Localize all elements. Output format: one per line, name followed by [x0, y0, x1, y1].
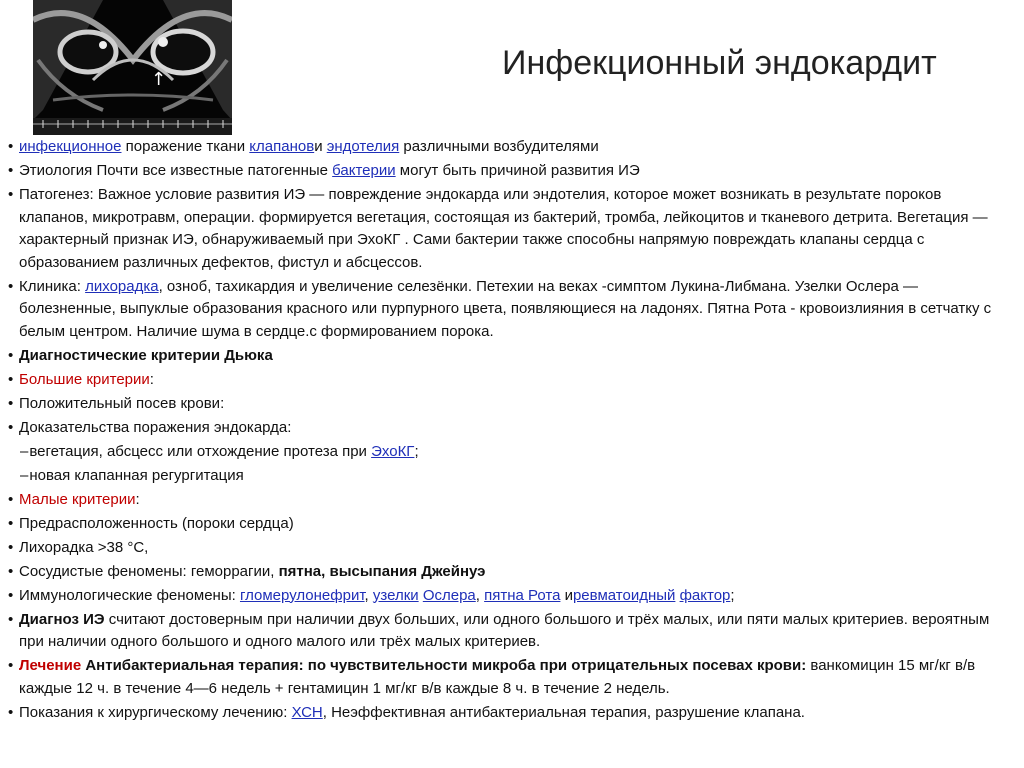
- link-nodules[interactable]: узелки: [372, 586, 419, 604]
- list-item: • Положительный посев крови:: [8, 393, 1013, 416]
- link-echocg[interactable]: ЭхоКГ: [371, 442, 415, 460]
- link-valves[interactable]: клапанов: [249, 138, 315, 155]
- sub-list-item: –новая клапанная регургитация: [20, 466, 244, 484]
- link-roth-spots[interactable]: пятна Рота: [484, 586, 561, 604]
- link-rheumatoid[interactable]: ревматоидный: [572, 586, 676, 604]
- arrow-marker: ↑: [151, 69, 167, 90]
- list-item: • Диагностические критерии Дьюка: [8, 345, 1013, 368]
- list-item: • Лихорадка >38 °C,: [8, 537, 1013, 560]
- list-item: • Клиника: лихорадка, озноб, тахикардия и увеличение селезёнки. Петехии на веках -симптом Лукина-Либмана. Узелки Ослера — болезненные, выпуклые образования красного или пурпурного цвета, появляющиеся на ладонях. Пятна Рота - кровоизлияния в сетчатку с белым центром. Наличие шума в сердце.с формированием порока.: [8, 276, 1013, 344]
- link-osler[interactable]: Ослера: [422, 586, 476, 604]
- link-chf[interactable]: ХСН: [291, 703, 323, 721]
- list-item: • Патогенез: Важное условие развития ИЭ — повреждение эндокарда или эндотелия, которое может возникать в результате пороков клапанов, микротравм, операции. формируется вегетация, состоящая из бактерий, тромба, лейкоцитов и тканевого детрита. Вегетация — характерный признак ИЭ, обнаруживаемый при ЭхоКГ . Сами бактерии также способны напрямую повреждать клапаны сердца с образованием различных дефектов, фистул и абсцессов.: [8, 184, 1013, 274]
- list-item: • Малые критерии:: [8, 489, 1013, 512]
- list-item: • Предрасположенность (пороки сердца): [8, 513, 1013, 536]
- list-item: • Этиология Почти все известные патогенные бактерии могут быть причиной развития ИЭ: [8, 160, 1013, 183]
- content-list: [8, 136, 1013, 726]
- list-item: • Показания к хирургическому лечению: ХСН, Неэффективная антибактериальная терапия, разрушение клапана.: [8, 702, 1013, 725]
- link-infectious[interactable]: инфекционное: [19, 138, 122, 155]
- list-item: • Доказательства поражения эндокарда:: [8, 417, 1013, 440]
- echocardiogram-image: [33, 0, 232, 135]
- link-bacteria[interactable]: бактерии: [332, 162, 396, 179]
- list-item: • Большие критерии:: [8, 369, 1013, 392]
- link-endothelium[interactable]: эндотелия: [326, 138, 400, 155]
- list-item: • Сосудистые феномены: геморрагии, пятна, высыпания Джейнуэ: [8, 561, 1013, 584]
- sub-list-item: –вегетация, абсцесс или отхождение протеза при ЭхоКГ;: [20, 442, 419, 460]
- link-fever[interactable]: лихорадка: [85, 277, 159, 295]
- page-title: Инфекционный эндокардит: [502, 44, 937, 82]
- list-item: • Лечение Антибактериальная терапия: по чувствительности микроба при отрицательных посевах крови: ванкомицин 15 мг/кг в/в каждые 12 ч. в течение 4—6 недель + гентамицин 1 мг/кг в/в каждые 8 ч. в течение 2 недель.: [8, 655, 1013, 700]
- list-item: • Иммунологические феномены: гломерулонефрит, узелки Ослера, пятна Рота иревматоидный фактор;: [8, 585, 1013, 608]
- link-factor[interactable]: фактор: [679, 586, 731, 604]
- link-glomerulonephritis[interactable]: гломерулонефрит: [239, 586, 365, 604]
- echocardiogram-graphic: [33, 0, 232, 135]
- list-item: • инфекционное поражение ткани клапанови эндотелия различными возбудителями: [8, 136, 1013, 159]
- list-item: • Диагноз ИЭ считают достоверным при наличии двух больших, или одного большого и трёх малых, или пяти малых критериев. вероятным при наличии одного большого и одного малого или трёх малых критериев.: [8, 609, 1013, 654]
